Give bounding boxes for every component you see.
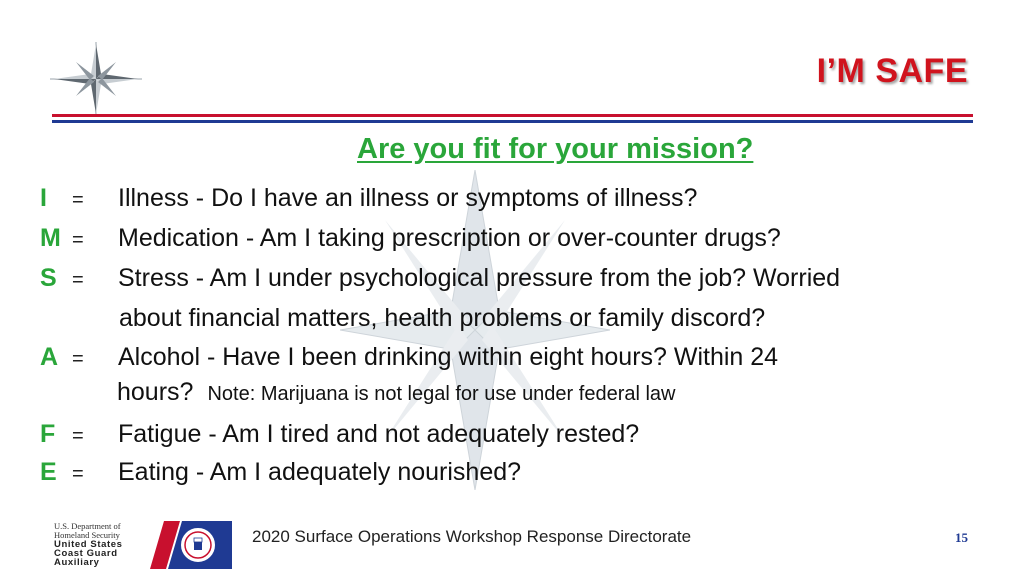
checklist-item-stress <box>40 264 840 293</box>
dhs-line: Homeland Security <box>54 530 120 540</box>
item-text: Medication - Am I taking prescription or over-counter drugs? <box>118 224 781 252</box>
org-line: Coast Guard <box>54 548 118 559</box>
item-letter: A <box>40 343 59 371</box>
item-text: Fatigue - Am I tired and not adequately rested? <box>118 420 640 448</box>
item-equals: = <box>72 348 84 370</box>
compass-rose-icon <box>50 42 142 116</box>
checklist-item-fatigue <box>40 420 639 449</box>
item-equals: = <box>72 229 84 251</box>
dhs-line: U.S. Department of <box>54 521 121 531</box>
header-divider-red <box>52 114 973 117</box>
item-equals: = <box>72 425 84 447</box>
org-line: Auxiliary <box>54 557 100 568</box>
item-text: Alcohol - Have I been drinking within eight hours? Within 24 <box>118 343 779 371</box>
marijuana-note: Note: Marijuana is not legal for use under federal law <box>207 383 676 405</box>
item-text-continued <box>117 378 676 407</box>
item-text-continued: about financial matters, health problems or family discord? <box>119 304 766 332</box>
item-equals: = <box>72 189 84 211</box>
item-letter: E <box>40 458 57 486</box>
dhs-wordmark <box>54 522 123 567</box>
item-letter: F <box>40 420 56 448</box>
item-equals: = <box>72 269 84 291</box>
checklist-item-alcohol <box>40 343 778 372</box>
header-divider-blue <box>52 120 973 123</box>
org-line: United States <box>54 539 123 550</box>
item-letter: I <box>40 184 47 212</box>
page-number: 15 <box>955 530 968 545</box>
item-text: Eating - Am I adequately nourished? <box>118 458 522 486</box>
item-text: Illness - Do I have an illness or symptoms of illness? <box>118 184 698 212</box>
page-title: I’M SAFE <box>816 52 968 90</box>
item-continuation: hours? <box>117 378 194 406</box>
checklist-item-medication <box>40 224 781 253</box>
item-letter: M <box>40 224 61 252</box>
coast-guard-auxiliary-logo-icon <box>150 521 232 569</box>
checklist-item-illness <box>40 184 697 213</box>
item-equals: = <box>72 463 84 485</box>
subtitle: Are you fit for your mission? <box>357 133 754 165</box>
item-text: Stress - Am I under psychological pressure from the job? Worried <box>118 264 841 292</box>
item-letter: S <box>40 264 57 292</box>
footer-text: 2020 Surface Operations Workshop Response Directorate <box>252 527 692 546</box>
checklist-item-eating <box>40 458 521 487</box>
